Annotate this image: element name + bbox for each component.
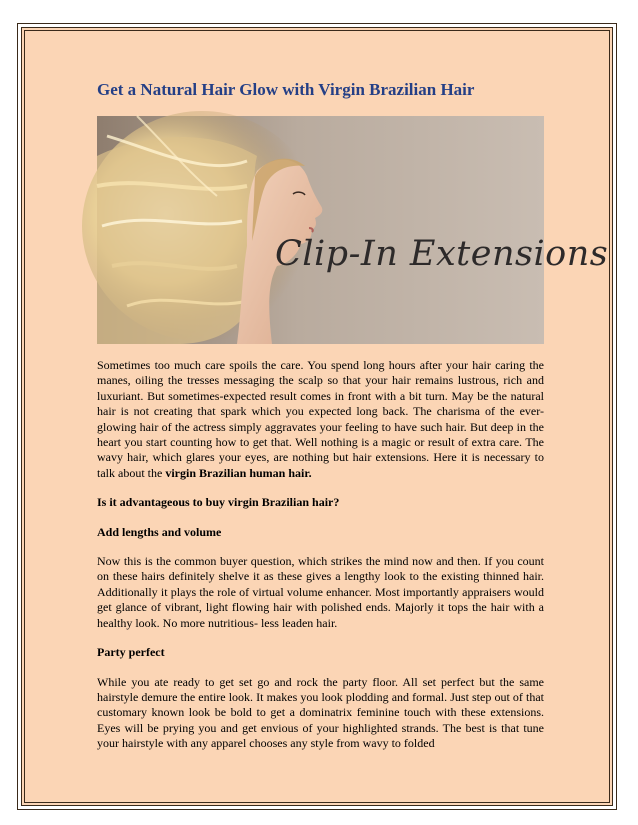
hero-image	[97, 116, 609, 344]
question-heading: Is it advantageous to buy virgin Brazilian hair?	[97, 495, 340, 510]
section-paragraph-party: While you ate ready to get set go and rock the party floor. All set perfect but the same hairstyle demure the entire look. It makes you look plodding and formal. Just step out of that customary known look be bold to get a dominatrix feminine touch with these extensions. Eyes will be prying you and get envious of your highlighted strands. The best is that tune your hairstyle with any apparel chooses any style from wavy to folded	[97, 674, 544, 751]
section-heading-party: Party perfect	[97, 645, 165, 660]
intro-text: Sometimes too much care spoils the care. You spend long hours after your hair caring the manes, oiling the tresses messaging the scalp so that your hair remains lustrous, rich and luxuriant. But sometimes-expected result comes in front with a bit turn. May be the natural hair is not creating that spark which you expected long back. The charisma of the ever-glowing hair of the actress simply aggravates your feeling to have such hair. But deep in the heart you start counting how to get that. Well nothing is a magic or result of extra care. The wavy hair, which glares your eyes, are nothing but hair extensions. Here it is necessary to talk about the	[97, 358, 544, 480]
woman-flowing-blonde-hair-image	[97, 116, 544, 344]
hero-caption: Clip-In Extensions	[275, 234, 609, 274]
section-paragraph-lengths: Now this is the common buyer question, which strikes the mind now and then. If you count on these hairs definitely shelve it as these gives a lengthy look to the existing thinned hair. Additionally it plays the role of virtual volume enhancer. Most importantly appraisers would get glance of vibrant, light flowing hair with polished ends. Majorly it tops the hair with a healthy look. No more nutritious- less leaden hair.	[97, 554, 544, 630]
document-title: Get a Natural Hair Glow with Virgin Brazilian Hair	[97, 80, 475, 99]
intro-paragraph	[97, 358, 544, 481]
document-content	[97, 78, 609, 752]
section-heading-lengths: Add lengths and volume	[97, 524, 222, 539]
intro-bold-text: virgin Brazilian human hair.	[165, 465, 312, 480]
